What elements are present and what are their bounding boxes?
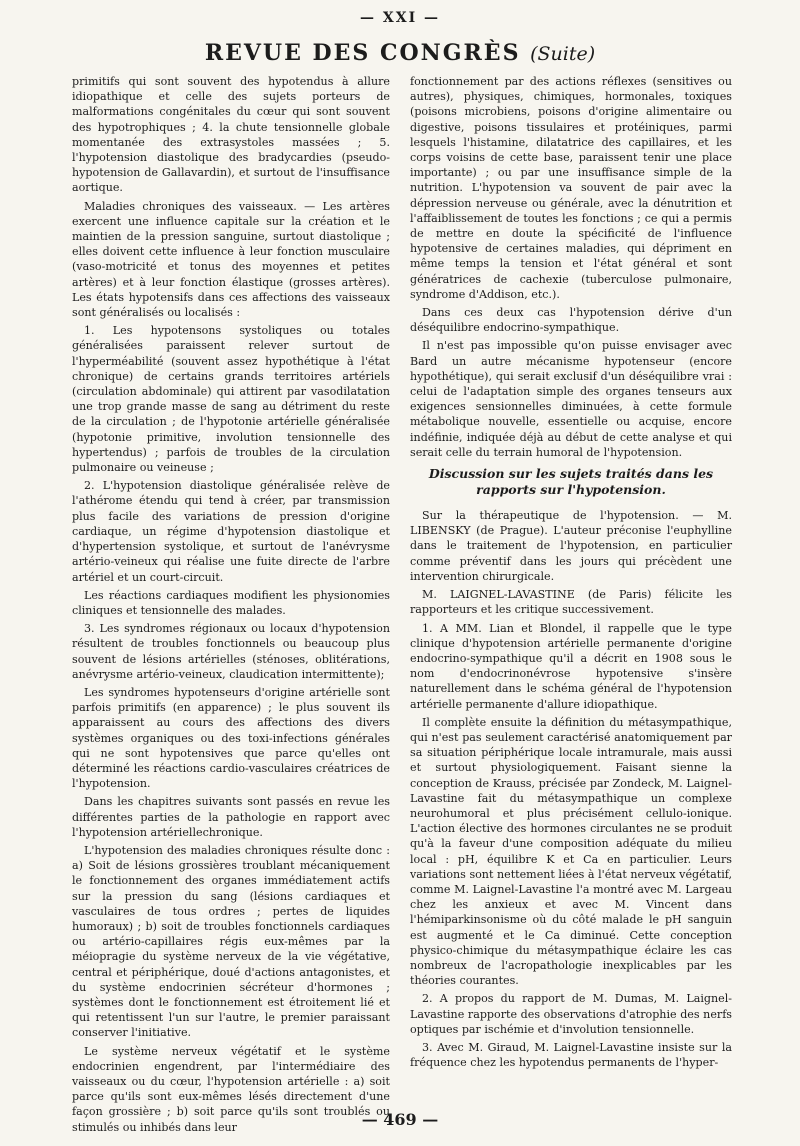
page-title bbox=[0, 40, 800, 66]
paragraph: Les syndromes hypotenseurs d'origine artérielle sont parfois primitifs (en apparence) ; le plus souvent ils apparaissent au cours des affections des divers systèmes organiques ou des toxi-infections générales qui ne sont hypotensives que parce qu'elles ont déterminé les réactions cardio-vasculaires créatrices de l'hypotension. bbox=[72, 685, 390, 791]
paragraph: Le système nerveux végétatif et le système endocrinien engendrent, par l'intermédiaire des vaisseaux ou du cœur, l'hypotension artérielle : a) soit parce qu'ils sont eux-mêmes lésés directement d'une façon grossière ; b) soit parce qu'ils sont troublés ou stimulés ou inhibés dans leur bbox=[72, 1044, 390, 1134]
title-text: REVUE DES CONGRÈS bbox=[204, 40, 521, 66]
paragraph: 2. L'hypotension diastolique généralisée relève de l'athérome étendu qui tend à créer, par transmission plus facile des variations de pression d'origine cardiaque, un régime d'hypotension diastolique et d'hypertension systolique, et surtout de l'anévrysme artério-veineux qui réalise une fuite directe de l'arbre artériel et un court-circuit. bbox=[72, 479, 390, 584]
page-number: — 469 — bbox=[361, 1110, 439, 1129]
paragraph: fonctionnement par des actions réflexes (sensitives ou autres), physiques, chimiques, hormonales, toxiques (poisons microbiens, poisons d'origine alimentaire ou digestive, poisons tissulaires et protéiniques, parmi lesquels l'histamine, dilatatrice des capillaires, et les corps voisins de cette base, paraissent tenir une place importante) ; ou par une insuffisance simple de la nutrition. L'hypotension va souvent de pair avec la dépression nerveuse ou générale, avec la dénutrition et l'affaiblissement de toutes les fonctions ; ce qui a permis de mettre en doute la spécificité de l'influence hypotensive de certaines maladies, qui dépriment en même temps la tension et l'état général et sont génératrices de cachexie (tuberculose pulmonaire, syndrome d'Addison, etc.). bbox=[410, 75, 732, 301]
paragraph: primitifs qui sont souvent des hypotendus à allure idiopathique et celle des sujets porteurs de malformations congénitales du cœur qui sont souvent des hypotrophiques ; 4. la chute tensionnelle globale momentanée des extrasystoles massées ; 5. l'hypotension diastolique des bradycardies (pseudo-hypotension de Gallavardin), et surtout de l'insuffisance aortique. bbox=[72, 75, 390, 195]
paragraph: Dans les chapitres suivants sont passés en revue les différentes parties de la pathologie en rapport avec l'hypotension artériellechronique. bbox=[72, 795, 390, 839]
paragraph: 1. A MM. Lian et Blondel, il rappelle que le type clinique d'hypotension artérielle permanente d'origine endocrino-sympathique qu'il a décrit en 1908 sous le nom d'endocrinonévrose hypotensive s'insère naturellement dans le schéma général de l'hypotension artérielle permanente d'allure idiopathique. bbox=[410, 621, 732, 711]
left-column bbox=[72, 74, 390, 1134]
section-heading: Discussion sur les sujets traités dans les rapports sur l'hypotension. bbox=[428, 466, 714, 498]
paragraph: Dans ces deux cas l'hypotension dérive d'un déséquilibre endocrino-sympathique. bbox=[410, 306, 732, 335]
paragraph: L'hypotension des maladies chroniques résulte donc : a) Soit de lésions grossières troublant mécaniquement le fonctionnement des organes immédiatement actifs sur la pression du sang (lésions cardiaques et vasculaires de tous ordres ; pertes de liquides humoraux) ; b) soit de troubles fonctionnels cardiaques ou artério-capillaires régis eux-mêmes par la méiopragie du système nerveux de la vie végétative, central et périphérique, doué d'actions antagonistes, et du système endocrinien sécréteur d'hormones ; systèmes dont le fonctionnement est étroitement lié et qui retentissent l'un sur l'autre, le premier paraissant conserver l'initiative. bbox=[72, 843, 390, 1040]
paragraph: 3. Avec M. Giraud, M. Laignel-Lavastine insiste sur la fréquence chez les hypotendus permanents de l'hyper- bbox=[410, 1040, 732, 1070]
paragraph: Maladies chroniques des vaisseaux. — Les artères exercent une influence capitale sur la création et le maintien de la pression sanguine, surtout diastolique ; elles doivent cette influence à leur fonction musculaire (vaso-motricité et tonus des moyennes et petites artères) et à leur fonction élastique (grosses artères). Les états hypotensifs dans ces affections des vaisseaux sont généralisés ou localisés : bbox=[72, 199, 390, 320]
paragraph: M. LAIGNEL-LAVASTINE (de Paris) félicite les rapporteurs et les critique successivement. bbox=[410, 588, 732, 617]
paragraph: Il n'est pas impossible qu'on puisse envisager avec Bard un autre mécanisme hypotenseur (encore hypothétique), qui serait exclusif d'un déséquilibre vrai : celui de l'adaptation simple des organes tenseurs aux exigences sensionnelles diminuées, à cette formule métabolique nouvelle, essentielle ou acquise, encore indéfinie, indiquée déjà au début de cette analyse et qui serait celle du terrain humoral de l'hypotension. bbox=[410, 339, 732, 459]
right-column bbox=[410, 74, 732, 1120]
title-suite: (Suite) bbox=[530, 43, 596, 65]
paragraph: Il complète ensuite la définition du métasympathique, qui n'est pas seulement caractérisé anatomiquement par sa situation périphérique locale intramurale, mais aussi et surtout physiologiquement. Faisant sienne la conception de Krauss, précisée par Zondeck, M. Laignel-Lavastine fait du métasympathique un complexe neurohumoral et plus précisément cellulo-ionique. L'action élective des hormones circulantes ne se produit qu'à la faveur d'une composition adéquate du milieu local : pH, équilibre K et Ca en particulier. Leurs variations sont nettement liées à l'état nerveux végétatif, comme M. Laignel-Lavastine l'a montré avec M. Largeau chez les anxieux et avec M. Vincent dans l'hémiparkinsonisme où du côté malade le pH sanguin est augmenté et le Ca diminué. Cette conception physico-chimique du métasympathique éclaire les cas nombreux de l'acropathologie inexplicables par les théories courantes. bbox=[410, 715, 732, 988]
paragraph: 3. Les syndromes régionaux ou locaux d'hypotension résultent de troubles fonctionnels ou beaucoup plus souvent de lésions artérielles (sténoses, oblitérations, anévrysme artério-veineux, claudication intermittente); bbox=[72, 622, 390, 681]
section-page-number: — XXI — bbox=[359, 10, 441, 26]
paragraph: 2. A propos du rapport de M. Dumas, M. Laignel-Lavastine rapporte des observations d'atrophie des nerfs optiques par ischémie et d'involution tensionnelle. bbox=[410, 992, 732, 1036]
paragraph: Sur la thérapeutique de l'hypotension. — M. LIBENSKY (de Prague). L'auteur préconise l'euphylline dans le traitement de l'hypotension, en particulier comme préventif dans les jours qui précèdent une intervention chirurgicale. bbox=[410, 509, 732, 583]
paragraph: Les réactions cardiaques modifient les physionomies cliniques et tensionnelle des malades. bbox=[72, 588, 390, 617]
paragraph: 1. Les hypotensons systoliques ou totales généralisées paraissent relever surtout de l'hyperméabilité (souvent assez hypothétique à l'état chronique) de certains grands territoires artériels (circulation abdominale) qui attirent par vasodilatation une trop grande masse de sang au détriment du reste de la circulation ; de l'hypotonie artérielle généralisée (hypotonie primitive, involution tensionnelle des hypertendus) ; parfois de troubles de la circulation pulmonaire ou veineuse ; bbox=[72, 324, 390, 475]
